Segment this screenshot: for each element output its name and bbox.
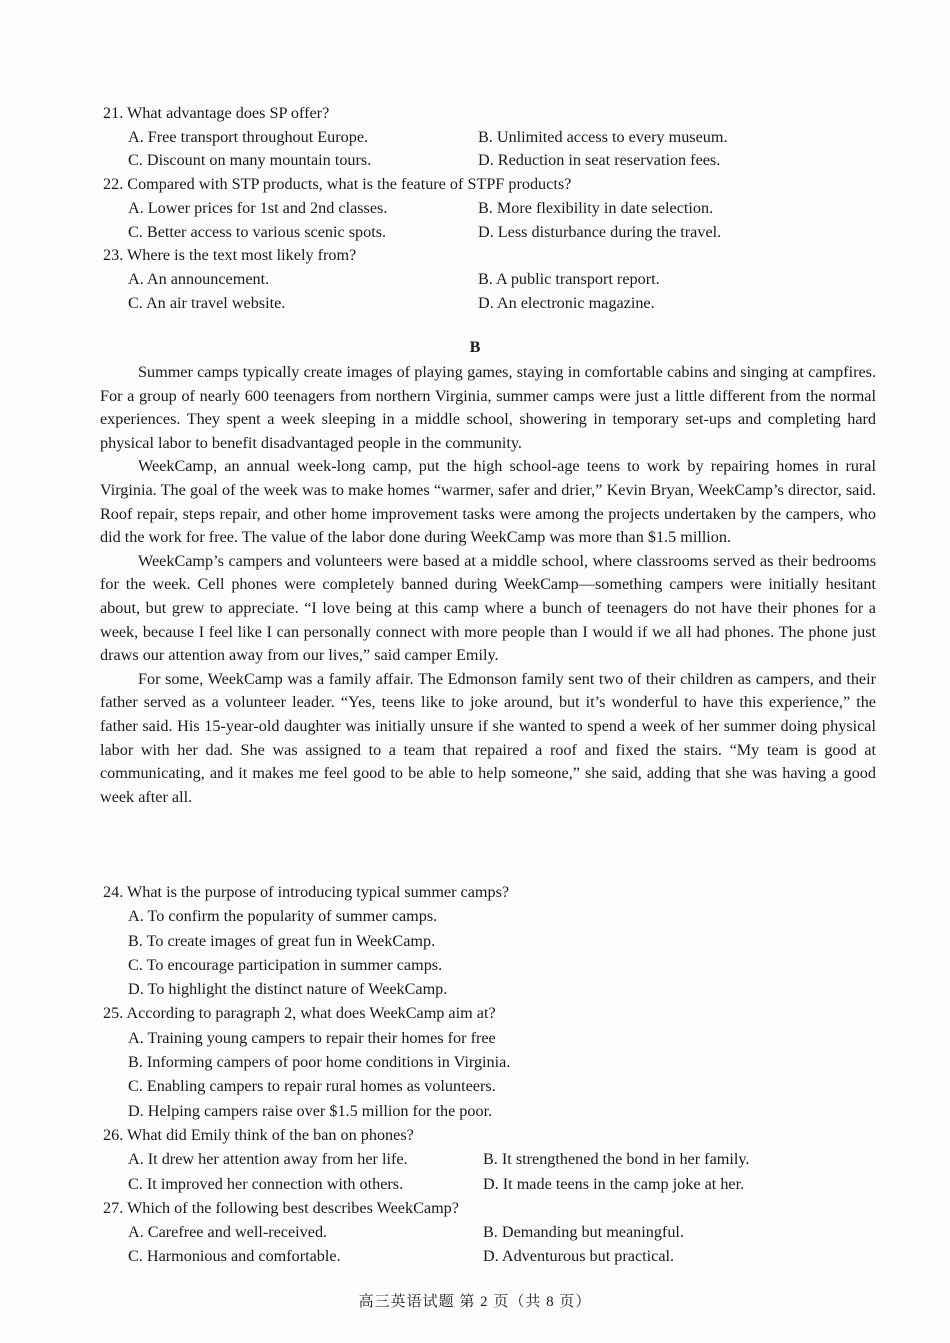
question-27: 27. Which of the following best describes WeekCamp? A. Carefree and well-received. B. Demanding but meaningful. C. Harmonious and comfortable. D. Adventurous but practical. <box>103 1198 684 1266</box>
paragraph: WeekCamp’s campers and volunteers were based at a middle school, where classrooms served as their bedrooms for the week. Cell phones were completely banned during WeekCamp—something campers were initially hesitant about, but grew to appreciate. “I love being at this camp where a bunch of teenagers do not have their phones for a week, because I feel like I can personally connect with more people than I would if we all had phones. The phone just draws our attention away from our lives,” said camper Emily. <box>100 551 876 665</box>
questions-24-27 <box>100 880 876 1269</box>
section-heading: B <box>469 338 481 356</box>
paragraph: Summer camps typically create images of playing games, staying in comfortable cabins and singing at campfires. For a group of nearly 600 teenagers from northern Virginia, summer camps were just a little different from the normal experiences. They spent a week sleeping in a middle school, showering in temporary set-ups and completing hard physical labor to benefit disadvantaged people in the community. <box>100 363 876 452</box>
question-25: 25. According to paragraph 2, what does WeekCamp aim at? A. Training young campers to repair their homes for free B. Informing campers of poor home conditions in Virginia. C. Enabling campers to repair rural homes as volunteers. D. Helping campers raise over $1.5 million for the poor. <box>103 1004 511 1120</box>
question-22: 22. Compared with STP products, what is the feature of STPF products? A. Lower prices for 1st and 2nd classes. B. More flexibility in date selection. C. Better access to various scenic spots. D. Less disturbance during the travel. <box>103 175 722 241</box>
question-23: 23. Where is the text most likely from? A. An announcement. B. A public transport report. C. An air travel website. D. An electronic magazine. <box>103 246 660 312</box>
question-26: 26. What did Emily think of the ban on phones? A. It drew her attention away from her life. B. It strengthened the bond in her family. C. It improved her connection with others. D. It made teens in the camp joke at her. <box>103 1125 750 1193</box>
paragraph: For some, WeekCamp was a family affair. The Edmonson family sent two of their children as campers, and their father served as a volunteer leader. “Yes, teens like to joke around, but it’s wonderful to have this experience,” the father said. His 15-year-old daughter was initially unsure if she wanted to spend a week of her summer doing physical labor with her dad. She was assigned to a team that repaired a roof and fixed the stairs. “My team is good at communicating, and it makes me feel good to be able to help someone,” she said, adding that she was having a good week after all. <box>100 669 876 806</box>
page-footer: 高三英语试题 第 2 页（共 8 页） <box>358 1294 592 1310</box>
paragraph: WeekCamp, an annual week-long camp, put the high school-age teens to work by repairing homes in rural Virginia. The goal of the week was to make homes “warmer, safer and drier,” Kevin Bryan, WeekCamp’s director, said. Roof repair, steps repair, and other home improvement tasks were among the projects undertaken by the campers, who did the work for free. The value of the labor done during WeekCamp was more than $1.5 million. <box>100 457 876 547</box>
questions-21-23 <box>100 102 876 315</box>
question-24: 24. What is the purpose of introducing typical summer camps? A. To confirm the popularity of summer camps. B. To create images of great fun in WeekCamp. C. To encourage participation in summer camps. D. To highlight the distinct nature of WeekCamp. <box>103 883 510 999</box>
passage-b <box>100 361 876 809</box>
question-21: 21. What advantage does SP offer? A. Free transport throughout Europe. B. Unlimited access to every museum. C. Discount on many mountain tours. D. Reduction in seat reservation fees. <box>103 104 728 170</box>
